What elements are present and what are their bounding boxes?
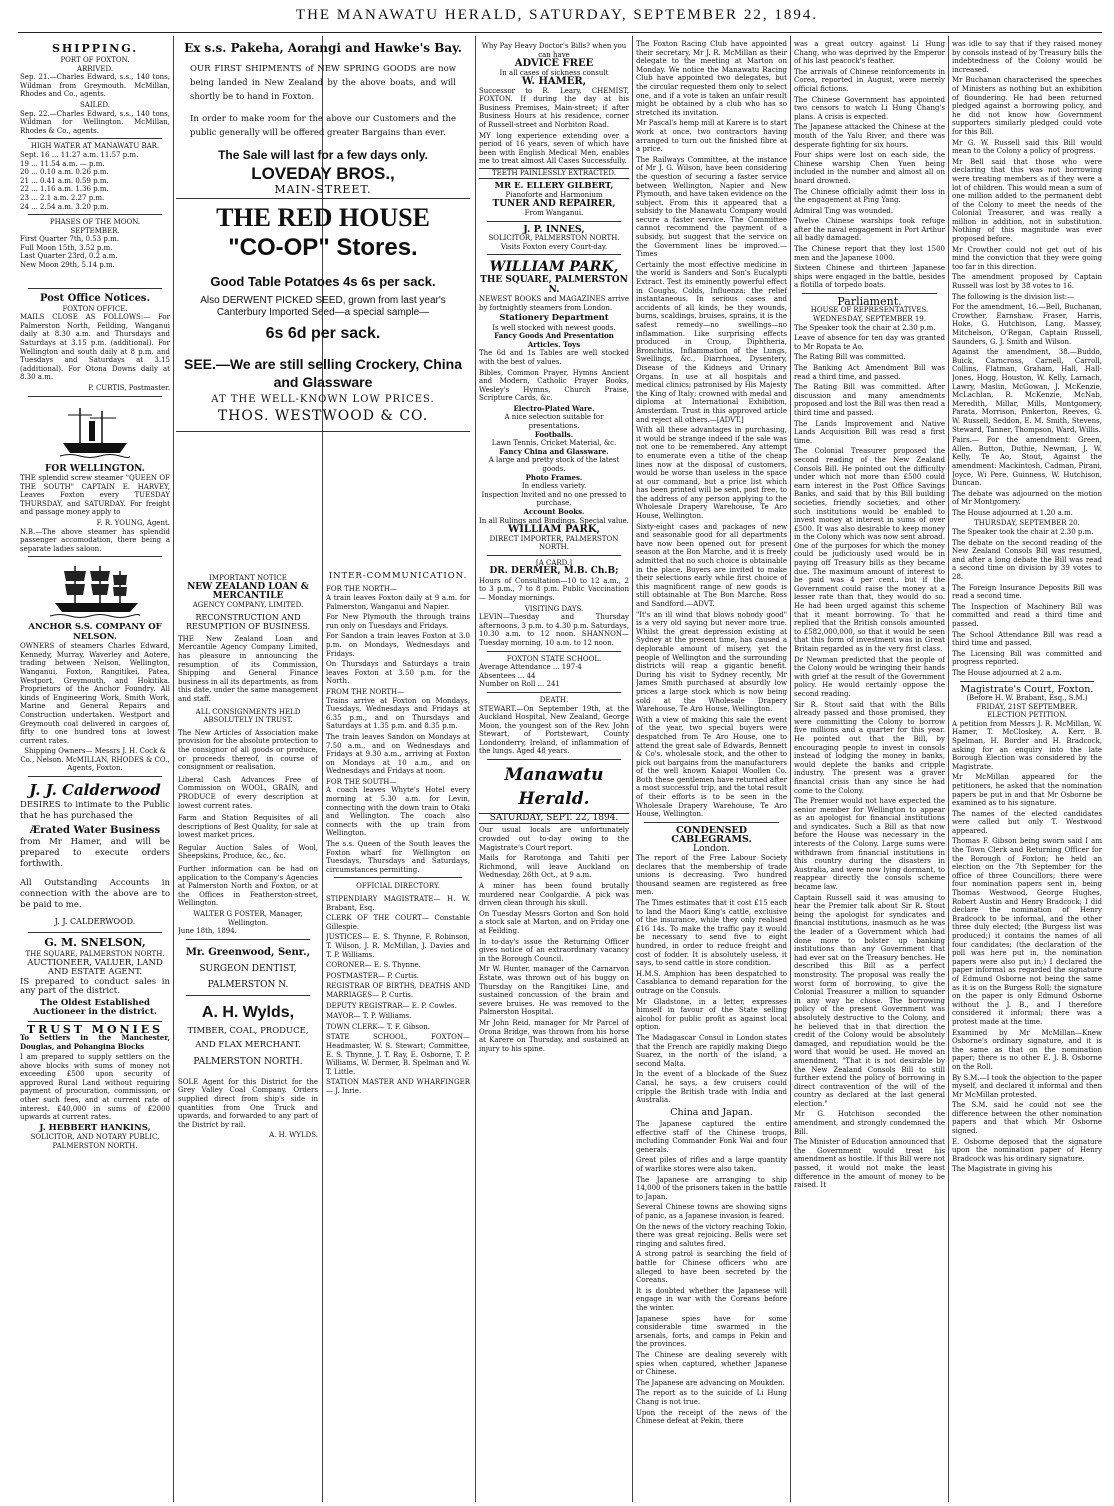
court-c7: The S.M. said he could not see the difference between the other nomination papers and that which Mr Osborne signed. [952, 1101, 1102, 1136]
card-label: [A CARD.] [535, 558, 572, 567]
hamer-text2: MY long experience extending over a period of 16 years, seven of which have been with English Medical Men, enables me to treat almost All Cases Successfully. [479, 131, 629, 166]
tuner-heading: TUNER AND REPAIRER, [492, 198, 616, 209]
wpark2-heading: WILLIAM PARK, [508, 524, 600, 536]
nz-date: June 18th, 1894. [178, 927, 237, 936]
col6-text6: The Chinese officially admit their loss in the engagement at Ping Yang. [794, 187, 945, 205]
table-row: Sept. 16 ... 11.27 a.m. 11.57 p.m. [20, 150, 139, 159]
electro-heading: Electro-Plated Ware. [513, 403, 595, 413]
news-text8: With a view of making this sale the event of the year, two special buyers were despatched from Te Aro House, one to attend the great sale of Edwards, Bennett & Co's. wholesale stock, and the other to pick out bargains from the manufacturers of the well known Kaiapoi Woollen Co. Both these gentlemen have returned after a most successful trip, and the total result of their efforts is to be seen in the Wholesale Drapery Warehouse, Te Aro House, Wellington. [636, 715, 787, 819]
column-rule [173, 36, 174, 1502]
innes-role: SOLICITOR, PALMERSTON NORTH. [488, 233, 620, 242]
cj-text2: Great piles of rifles and a large quantity of warlike stores were also taken. [636, 1156, 787, 1174]
col7-text16: The Inspection of Machinery Bill was committed and read a third time and passed. [952, 602, 1102, 628]
wpark-heading: WILLIAM PARK, [489, 259, 619, 276]
anchor-text: OWNERS of steamers Charles Edward, Kennedy, Murray, Waverley and Aotere, trading between Nelson, Wellington, Wanganui, Foxton, Rangitikei, Patea, Westport, Greymouth, and Hokitika. Proprietors of the Anchor Foundry. All kinds of Engineering Work, Smith Work, Marine and General Repairs and Construction undertaken. Westport and Greymouth coal delivered in cargoes of, fifty to one hundred tons at lowest current rates. [20, 642, 170, 745]
cj-text4: Several Chinese towns are showing signs of panic, as a Japanese invasion is feared. [636, 1203, 787, 1221]
news-text6: Sixty-eight cases and packages of new and seasonable good for all departments have now been opened out for present season at the Bon Marche, and it is freely admitted that no such choice is obtainable in the place. Buyers are invited to make their selections early while first choice of this magnificent range of new goods is still obtainable at The Bon Marche. Ross and Sandford.—ADVT. [636, 522, 787, 608]
col7-text2: Mr Buchanan characterised the speeches of Ministers as nothing but an exhibition of floundering. He had been returned pledged against a borrowing policy, and he did not know how Government supporters similarly pledged could vote for this Bill. [952, 76, 1102, 136]
pakeha-text: OUR FIRST SHIPMENTS of NEW SPRING GOODS are now being landed in New Zealand by the above boats, and will shortly be to hand in Foxton. [190, 64, 456, 102]
list-item: STATION MASTER AND WHARFINGER— J. Inrie. [326, 1078, 470, 1095]
fancy-text: The 6d and 1s Tables are well stocked with the best of values. [479, 349, 629, 366]
steamer-icon [60, 403, 130, 463]
col7-text19: The House adjourned at 2 a.m. [952, 668, 1062, 677]
wpark-square: THE SQUARE, PALMERSTON N. [480, 275, 628, 295]
news-text7: "It's an ill wind that blows nobody good" is a very old saying but never more true. Whilst the great depression existing at Sydney at the present time, has caused a deplorable amount of misery, yet the people of Wellington and the surrounding districts will reap a gigantic benefit. During his visit to Sydney recently, Mr James Smith purchased at absurdly low prices a large stock which is now being sold at the Wholesale Drapery Warehouse, Te Aro House, Wellington. [636, 610, 787, 714]
china-heading: Fancy China and Glassware. [499, 446, 609, 456]
directory-list [326, 895, 470, 1095]
col7-text7: The following is the division list:— [952, 292, 1075, 301]
london-text5: The Madagascar Consul in London states that the French are rapidly making Diego Suarez, in the north of the island, a second Malta. [636, 1033, 787, 1068]
col7-text1: was idle to say that if they raised money by consols instead of by Treasury bills the indebtedness of the Colony would be increased. [952, 40, 1102, 74]
col7-text5: Mr Crowther could not get out of his mind the conviction that they were going too far in this direction. [952, 245, 1102, 271]
derwent-text: Also DERWENT PICKED SEED, grown from last year's Canterbury Imported Seed—a special sample— [200, 295, 446, 319]
snelson-title: G. M. SNELSON, [44, 936, 146, 950]
col6-text8: Twelve Chinese warships took refuge after the naval engagement in Port Arthur all badly damaged. [794, 217, 945, 243]
herald-text4: On Tuesday Messrs Gorton and Son hold a stock sale at Marton, and on Friday one at Feilding. [479, 909, 629, 935]
tuner-from: From Wanganui. [524, 208, 584, 217]
port-heading: PORT OF FOXTON. [60, 56, 130, 64]
fancy-heading: Fancy Goods And Presentation Articles. Toys [494, 331, 614, 349]
column-news [636, 36, 787, 1501]
shipping-title: SHIPPING. [51, 42, 139, 55]
london-heading: London. [692, 843, 731, 854]
court-before: (Before H. W. Brabant, Esq., S.M.) [966, 693, 1088, 702]
north-heading: FOR THE NORTH— [326, 585, 397, 594]
red-house-heading: THE RED HOUSE [216, 203, 430, 233]
list-item: REGISTRAR OF BIRTHS, DEATHS AND MARRIAGES— P. Curtis. [326, 982, 470, 999]
parl-p1: The Speaker took the chair at 2.30 p.m. [794, 323, 936, 332]
table-row: 19 ... 11.54 a.m. — p.m. [20, 159, 105, 168]
north-text2: For New Plymouth the through trains run only on Tuesdays and Fridays. [326, 613, 470, 630]
snelson-text: IS prepared to conduct sales in any part of the district. [20, 976, 170, 997]
cj-text8: Japanese spies have for some considerable time swarmed in the arsenals, forts, and camps in Pekin and the provinces. [636, 1314, 787, 1349]
snelson-role: AUCTIONEER, VALUER, LAND AND ESTATE AGENT. [27, 958, 163, 978]
col6-text4: The Japanese attacked the Chinese at the mouth of the Yalu River, and there was desperate fighting for six hours. [794, 123, 945, 149]
main-street: MAIN-STREET. [274, 183, 372, 196]
court-title: Magistrate's Court, Foxton. [960, 683, 1094, 695]
nz-text2: The New Articles of Association make provision for the absolute protection to the consignor of all goods or produce, or proceeds thereof, in course of consignment or realisation. [178, 728, 318, 772]
sale-heading: The Sale will last for a few days only. [218, 148, 428, 162]
parliament-title: Parliament. [837, 295, 902, 309]
column-rule [632, 36, 633, 1502]
col7-text14: The debate on the second reading of the New Zealand Consols Bill was resumed, and after a long debate the Bill was read a second time on division by 39 votes to 28. [952, 538, 1102, 582]
arrived-text: Sep. 21.—Charles Edward, s.s., 140 tons, Wildman from Greymouth. McMillan, Rhodes and Co., agents. [20, 73, 170, 99]
herald-text7: Mr John Reid, manager for Mr Parcel of Orona Bridge, was thrown from his horse at Karere on Thursday, and sustained an injury to his spine. [479, 1018, 629, 1053]
herald-title: Manawatu Herald. [504, 765, 604, 810]
nz-notice: IMPORTANT NOTICE [209, 574, 287, 582]
from-north-text: Trains arrive at Foxton on Mondays, Tuesdays, Wednesdays and Fridays at 6.35 p.m., and on Thursdays and Saturdays at 1.35 p.m. and 8.35 p.m. [326, 696, 470, 731]
see-heading: SEE.—We are still selling Crockery, China and Glassware [183, 356, 463, 391]
north-text3: For Sandon a train leaves Foxton at 3.0 p.m. on Mondays, Wednesdays and Fridays. [326, 632, 470, 658]
col6-text3: The Chinese Government has appointed two censors to watch Li Hung Chang's plans. A crisis is expected. [794, 95, 945, 121]
south-text: A coach leaves Whyte's Hotel every morning at 5.30 a.m. for Levin, connecting with the down train to Otaki and Wellington. The coach also connects with the up train from Wellington. [326, 786, 470, 838]
parl-p2: Leave of absence for ten day was granted to Mr Ropata te Ao. [794, 334, 945, 351]
nz-consign: ALL CONSIGNMENTS HELD ABSOLUTELY IN TRUST. [195, 707, 301, 725]
list-item: TOWN CLERK— T. F. Gibson. [326, 1022, 430, 1031]
pakeha-text2: In order to make room for the above our Customers and the public generally will be offered greater Bargains than ever. [190, 114, 456, 138]
cj-text: The Japanese captured the entire effective staff of the Chinese troops, including Commander Fonk Wai and four generals. [636, 1120, 787, 1154]
column-shipping [20, 36, 170, 1501]
column-rule [790, 36, 791, 1502]
masthead-rule [18, 32, 1102, 33]
pakeha-heading: Ex s.s. Pakeha, Aorangi and Hawke's Bay. [184, 41, 462, 55]
sailed-heading: SAILED. [80, 100, 110, 109]
cj-text12: Upon the receipt of the news of the Chinese defeat at Pekin, there [636, 1408, 787, 1426]
herald-text6: Mr W. Hunter, manager of the Carnarvon Estate, was thrown out of his buggy on Thursday on the Rangitikei Line, and sustained concussion of the brain and severe bruises. He was removed to the Palmerston Hospital. [479, 965, 629, 1017]
dermer-heading: DR. DERMER, M.B. Ch.B; [489, 566, 619, 577]
table-row: 20 ... 0.10 a.m. 0.26 p.m. [20, 168, 109, 177]
photo-heading: Photo Frames. [525, 472, 583, 482]
from-north-heading: FROM THE NORTH— [326, 687, 405, 696]
school-title: FOXTON STATE SCHOOL. [506, 654, 602, 663]
trust-title: TRUST MONIES [26, 1022, 164, 1036]
court-date: FRIDAY, 21ST SEPTEMBER. [976, 702, 1078, 711]
sailed-text: Sep. 22.—Charles Edward, s.s., 140 tons, Wildman for Wellington. McMillan, Rhodes & Co., agents. [20, 109, 170, 135]
well-known-text: AT THE WELL-KNOWN LOW PRICES. [211, 394, 435, 406]
col6-text5: Four ships were lost on each side, the Chinese warship Chen Yuen being included in the number and almost all on board drowned. [794, 151, 945, 185]
court-c6: By S.M.—I took the objection to the paper myself, and declared it informal and then Mr McMillan protested. [952, 1073, 1102, 1099]
calderwood-text3: All Outstanding Accounts in connection with the above are to be paid to me. [20, 878, 170, 911]
wylds-heading: A. H. Wylds, [201, 1003, 295, 1021]
parl-p11: Captain Russell said it was amusing to hear the Premier talk about Sir R. Stout being the apologist for syndicates and financial institutions, inasmuch as he was the leader of a Government which had done more to bolster up banking institutions than any Government that had ever sat on the Treasury benches. He described this Bill as a perfect monstrosity. The proposal was really the worst form of borrowing, to give the Colonial Treasurer a million to squander in any way he chose. The borrowing policy of the present Government was absolutely destructive to the Colony, and he believed that in that direction the credit of the Colony would be absolutely damaged, and repudiation would be the word that would be used. He moved an amendment, "That it is not desirable by the New Zealand Consols Bill to still further extend the policy of borrowing in direct contravention of the will of the country as declared at the last general election." [794, 893, 945, 1108]
post-title: Post Office Notices. [39, 292, 151, 304]
column-chemist [479, 36, 629, 1501]
wednesday-heading: WEDNESDAY, SEPTEMBER 19. [813, 315, 926, 324]
col7-text11: The debate was adjourned on the motion of Mr Montgomery. [952, 489, 1102, 507]
china-japan-heading: China and Japan. [670, 1106, 753, 1118]
news-text2: Mr Pascal's hemp mill at Karere is to start work at once, two contractors having arranged to turn out the finished fibre at a price. [636, 119, 787, 154]
col6-text7: Admiral Ting was wounded. [794, 206, 894, 215]
anchor-sign: Shipping Owners— Messrs J. H. Cock & Co., Nelson. McMILLAN, RHODES & CO., Agents, Foxton. [20, 747, 170, 773]
london-text: The report of the Free Labour Society declares that the membership of trade unions is decreasing. Two hundred thousand seamen are registered as free men. [636, 854, 787, 897]
electro-text: A nice selection suitable for presentations. [504, 413, 604, 431]
col7-text9: Against the amendment, 38.—Buddo, Buick, Carncross, Carnell, Carroll, Collins, Flatman, Graham, Hall, Hall-Jones, Hogg, Houston, W. Kelly, Larnach, Lawry, Maslin, McGowan, J. McKenzie, McLachlan, R. McKenzie, McNab, Meredith, Millar, Mills, Montgomery, Parata, Morrison, Pinkerton, Reeves, G. W. Russell, Seddon, E. M. Smith, Stevens, Steward, Tanner, Thompson, Ward, Willis. [952, 348, 1102, 434]
wpark2-role: DIRECT IMPORTER, PALMERSTON NORTH. [489, 534, 619, 552]
account-text: In all Rulings and Bindings. Special value. [479, 516, 629, 525]
innes-text: Visits Foxton every Court-day. [500, 242, 608, 251]
col7-text13: The Speaker took the chair at 2.30 p.m. [952, 528, 1094, 537]
from-north-text2: The train leaves Sandon on Mondays at 7.50 a.m., and on Wednesdays and Fridays at 9.30 a.m., arriving at Foxton on Mondays at 10 a.m., and on Wednesdays and Fridays at noon. [326, 732, 470, 776]
heavy-bills: Why Pay Heavy Doctor's Bills? when you can have [481, 42, 627, 59]
nz-title: NEW ZEALAND LOAN & MERCANTILE [187, 581, 309, 601]
list-item: JUSTICES— E. S. Thynne, F. Robinson, T. Wilson, J. R. McMillan, J. Davies and T. P. Williams. [326, 933, 470, 959]
trust-text2: I am prepared to supply settlers on the above blocks with sums of money not exceeding £500 upon security of approved Rural Land without requiring payment of procuration, commission, or other such fees, and at current rate of interest. £40,000 in sums of £2000 upwards at current rates. [20, 1053, 170, 1122]
court-c9: The Magistrate in giving his [952, 1165, 1053, 1174]
dermer-text: Hours of Consultation—10 to 12 a.m., 2 to 3 p.m., 7 to 8 p.m. Public Vaccination — Monday mornings. [479, 576, 629, 602]
six-six-heading: 6s 6d per sack. [265, 325, 381, 343]
wylds-place: PALMERSTON NORTH. [193, 1056, 303, 1067]
cj-text11: The report as to the suicide of Li Hung Chang is not true. [636, 1389, 787, 1406]
herald-text: Our usual locals are unfortunately crowded out to-day owing to the Magistrate's Court report. [479, 826, 629, 852]
snelson-bold: The Oldest Established Auctioneer in the district. [33, 997, 157, 1018]
photo-text: In endless variety. [521, 482, 587, 491]
advice-text: In all cases of sickness consult [499, 68, 609, 77]
col7-text18: The Licensing Bill was committed and progress reported. [952, 649, 1102, 667]
calderwood-text2: from Mr Hamer, and will be prepared to execute orders forthwith. [20, 837, 170, 870]
innes-heading: J. P. INNES, [523, 223, 585, 235]
calderwood-text: DESIRES to intimate to the Public that he has purchased the [20, 800, 170, 822]
greenwood-heading: Mr. Greenwood, Senr., [185, 946, 311, 958]
nz-agency: AGENCY COMPANY, LIMITED. [192, 601, 304, 610]
bibles-text: Bibles, Common Prayer, Hymns Ancient and Modern, Catholic Prayer Books, Wesley's Hymns, Church Praise, Scripture Cards, &c. [479, 368, 629, 403]
trust-sign: J. HEBBERT HANKINS, [39, 1122, 151, 1133]
wellington-sign: F. R. YOUNG, Agent. [96, 518, 170, 527]
list-item: CLERK OF THE COURT— Constable Gillespie. [326, 914, 470, 931]
col7-text17: The School Attendance Bill was read a third time and passed. [952, 630, 1102, 648]
parl-p10: The Premier would not have expected the senior member for Wellington to appear as an apologist for financial institutions and syndicates. Such a Bill as that now before the House was necessary in the interests of the Colony. Large sums were withdrawn from financial institutions in this country during the disasters in Australia, and were now lying dormant, to reappear directly the consols scheme became law. [794, 797, 945, 892]
table-row: 23 ... 2.1 a.m. 2.27 p.m. [20, 193, 105, 202]
col7-text4: Mr Bell said that those who were declaring that this was not borrowing were treating members as if they were a lot of children. This would mean a sum of one million added to the permanent debt of the Colony to meet the needs of the Colonial Treasurer, and was really a million in addition, not in substitution. Nothing of this magnitude was ever proposed before. [952, 157, 1102, 244]
nz-text4: Farm and Station Requisites of all descriptions of Best Quality, for sale at lowest market prices. [178, 814, 318, 840]
gilbert-heading: MR E. ELLERY GILBERT, [494, 180, 614, 191]
south-heading: FOR THE SOUTH— [326, 777, 397, 786]
house-heading: HOUSE OF REPRESENTATIVES. [810, 306, 929, 315]
account-heading: Account Books. [523, 507, 585, 516]
arrived-heading: ARRIVED. [76, 64, 114, 73]
cj-text9: The Chinese are dealing severely with spies when captured, whether Japanese or Chinese. [636, 1350, 787, 1377]
cj-text7: It is doubted whether the Japanese will engage in war with the Coreans before the winter. [636, 1286, 787, 1312]
london-text3: H.M.S. Amphion has been despatched to Casablanca to demand reparation for the outrage on the Consuls. [636, 969, 787, 995]
parl-p8: Dr Newman predicted that the people of the Colony would be wringing their hands with grief at the result of the Government policy. He would certainly oppose the second reading. [794, 655, 945, 698]
court-c5: Examined by Mr McMillan—Knew Osborne's ordinary signature, and it is the same as that on the nomination paper; there is no other E. J. B. Osborne on the Roll. [952, 1028, 1102, 1071]
list-item: POSTMASTER— P. Curtis. [326, 971, 420, 980]
nz-sign: WALTER G FOSTER, Manager, Wellington. [193, 910, 303, 927]
table-row: Number on Roll ... 241 [479, 680, 560, 689]
north-text: A train leaves Foxton daily at 9 a.m. for Palmerston, Wanganui and Napier. [326, 594, 470, 611]
cable-title: CONDENSED CABLEGRAMS. [671, 824, 752, 846]
wylds-sign: A. H. WYLDS. [269, 1131, 318, 1140]
parl-p3: The Rating Bill was committed. [794, 353, 906, 362]
table-row: New Moon 29th, 5.14 p.m. [20, 261, 115, 270]
wpark-text: NEWEST BOOKS and MAGAZINES arrive by fortnightly steamers from London. [479, 294, 629, 312]
court-c4: Thomas F. Gibson being sworn said I am the Town Clerk and Returning Officer for the Borough of Foxton; he held an election on the 7th September for the office of three Councillors; there were four nomination papers sent in, being Thomas Westwood, George Hughes, Robert Austin and Henry Bradcock; I did declare the nomination of Henry Bradcock to be informal, and the other three duly elected; (the Burgess list was produced;) it contains the names of all four candidates; (the declaration of the poll was here put in, the nomination papers were also put in;) I declared the paper informal as regarded the signature of Edmund Osborne not being the same as it is on the Burgess Roll; the signature on the paper is only Edmund Osborne without the J. B., and I therefore considered it informal; there was a protest made at the time. [952, 837, 1102, 1026]
column-intercommunication [326, 568, 470, 1498]
sailing-ship-icon [50, 563, 140, 621]
moon-title: PHASES OF THE MOON. [49, 218, 141, 227]
parl-p5: The Rating Bill was committed. After discussion and many amendments proposed and lost the Bill was then read a third time and passed. [794, 383, 945, 417]
column-court [952, 36, 1102, 1501]
column-rule [475, 36, 476, 1502]
greenwood-role: SURGEON DENTIST, [199, 963, 297, 974]
cj-text5: On the news of the victory reaching Tokio, there was great rejoicing. Bells were set ringing and salutes fired. [636, 1222, 787, 1248]
column-parliament [794, 36, 945, 1501]
col7-text10: Pairs.— For the amendment: Green, Allen, Button, Duthie, Newman, J. W. Kelly, Te Ao, Stout, Against the amendment: Mackintosh, Cadman, Pirani, Joyce, Wi Pere, Guinness, W. Hutchison, Duncan. [952, 436, 1102, 488]
stationery-heading: Stationery Department [499, 313, 609, 324]
trust-sign2: SOLICITOR, AND NOTARY PUBLIC, PALMERSTON NORTH. [30, 1133, 160, 1150]
potatoes-heading: Good Table Potatoes 4s 6s per sack. [210, 274, 436, 290]
table-row: First Quarter 7th, 0.53 p.m. [20, 235, 119, 244]
post-sign: P. CURTIS, Postmaster. [88, 384, 170, 392]
gilbert-text: Pianoforte and Harmonium [505, 190, 603, 199]
wellington-title: FOR WELLINGTON. [45, 463, 145, 474]
nz-text6: Further information can be had on application to the Company's Agencies at Palmerston North and Foxton, or at the Offices in Featherston-street, Wellington. [178, 865, 318, 908]
herald-text5: In to-day's issue the Returning Officer gives notice of an extraordinary vacancy in the Borough Council. [479, 937, 629, 963]
visiting-heading: VISITING DAYS. [524, 604, 584, 613]
high-water-table [20, 151, 170, 211]
moon-table [20, 235, 170, 269]
herald-text2: Mails for Rarotonga and Tahiti per Richmond, will leave Auckland on Wednesday, 26th Oct., at 9 a.m. [479, 854, 629, 880]
london-text2: The Times estimates that it cost £15 each to land the Maori King's cattle, exclusive of the insurance, while they only realised £16 14s. To make the traffic pay it would be necessary to send five to eight hundred, in order to reduce freight and cost of fodder. It is absolutely useless, it says, to send cattle in store condition. [636, 899, 787, 968]
hamer-heading: W. HAMER, [521, 76, 587, 88]
trust-text: To Settlers in the Manchester, Douglas, and Pohangina Blocks [20, 1032, 170, 1051]
death-text: STEWART.—On September 19th, at the Auckland Hospital, New Zealand, George Moon, the youngest son of the Rev. John Stewart, of Portstewart, County Londonderry, Ireland, of inflammation of the lungs. Aged 48 years. [479, 704, 629, 756]
loveday-heading: LOVEDAY BROS., [251, 164, 395, 183]
footballs-text: Lawn Tennis, Cricket Material, &c. [491, 439, 617, 448]
death-heading: DEATH. [539, 695, 569, 704]
snelson-address: THE SQUARE, PALMERSTON NORTH. [25, 950, 165, 959]
wellington-note: N.B.—The above steamer has splendid passenger accomodation, there being a separate ladies saloon. [20, 527, 170, 553]
thursday-heading: THURSDAY, SEPTEMBER 20. [974, 519, 1080, 528]
inter-title: INTER-COMMUNICATION. [328, 571, 468, 581]
herald-date: SATURDAY, SEPT. 22, 1894. [479, 813, 629, 824]
high-water-title: HIGH WATER AT MANAWATU BAR. [30, 142, 160, 151]
list-item: MAYOR— T. P. Williams. [326, 1012, 412, 1021]
court-c1: A petition from Messrs J. R. McMillan, W. Hamer, T. McCloskey, A. Kerr, B. Spelman, H. Border and H. Bradcock, asking for an enquiry into the late Borough Election was considered by the Magistrate. [952, 719, 1102, 771]
news-text1: The Foxton Racing Club have appointed their secretary, Mr J. R. McMillan as their delegate to the meeting at Marton on Monday. We notice the Manawatu Racing Club have appointed two delegates, but the circular requested them only to select one, and if a vote is taken an unfair result might be obtained by a club who has so stretched its invitation. [636, 40, 787, 117]
col6-text2: The arrivals of Chinese reinforcements in Corea, reported in August, were merely official fictions. [794, 67, 945, 93]
parl-p9: Sir R. Stout said that with the Bills already passed and those promised, they were committing the Colony to borrow five millions and a quarter for this year. He pointed out that the Bill, by encouraging people to invest in consols instead of lodging the money in banks, would deplete the banks and cripple industry. The present was a graver financial crisis than any since he had come to the Colony. [794, 700, 945, 795]
calderwood-title: J. J. Calderwood [29, 781, 161, 800]
visiting-text: LEVIN—Tuesday and Thursday afternoons, 3 p.m. to 4.30 p.m. Saturdays, 10.30 a.m. to 12 noon. SHANNON—Tuesday morning, 10 a.m. to 12 noon. [479, 613, 629, 647]
parl-p12: Mr G. Hutchison seconded the amendment, and strongly condemned the Bill. [794, 1110, 945, 1136]
column-rule [948, 36, 949, 1502]
calderwood-bold: Ærated Water Business [29, 825, 161, 837]
herald-text3: A miner has been found brutally murdered near Coolgardie. A pick was driven clean through his skull. [479, 882, 629, 908]
footballs-heading: Footballs. [534, 429, 574, 439]
col6-text10: Sixteen Chinese and thirteen Japanese ships were engaged in the battle, besides a flotilla of torpedo boats. [794, 264, 945, 290]
masthead: THE MANAWATU HERALD, SATURDAY, SEPTEMBER 22, 1894. [295, 6, 819, 23]
nz-text3: Liberal Cash Advances Free of Commission on WOOL, GRAIN, and PRODUCE of every description at lowest current rates. [178, 775, 318, 810]
table-row: Full Moon 15th, 3.52 p.m. [20, 243, 113, 252]
anchor-title: ANCHOR S.S. COMPANY OF NELSON. [28, 622, 162, 642]
news-text3: The Railways Committee, at the instance of Mr J. G. Wilson, have been considering the question of securing a faster service between Wellington, Napier and New Plymouth, and have taken evidence on the subject. From this it appeared that a subsidy to the Manawatu Company would secure a faster service. The Committee cannot recommend the payment of a subsidy, but suggest that the service on the Government lines be improved.—Times [636, 155, 787, 259]
nz-text: THE New Zealand Loan and Mercantile Agency Company Limited, has pleasure in announcing the resumption of its Commission, Shipping and General Finance business in all its departments, as from this date, under the same management and staff. [178, 634, 318, 703]
table-row: 24 ... 2.54 a.m. 3.20 p.m. [20, 202, 109, 211]
wellington-text: THE splendid screw steamer "QUEEN OF THE SOUTH" CAPTAIN E. HARVEY, Leaves Foxton every TUESDAY THURSDAY, and SATURDAY. For freight and passage money apply to [20, 474, 170, 517]
parl-p6: The Lands Improvement and Native Lands Acquisition Bill was read a first time. [794, 419, 945, 445]
list-item: STATE SCHOOL, FOXTON— Headmaster, W. S. Stewart; Committee, E. S. Thynne, J. T. Ray, E. Osborne, T. P. Williams, W. Dermer, B. Spelman and W. T. Little. [326, 1033, 470, 1076]
north-text4: On Thursdays and Saturdays a train leaves Foxton at 3.50 p.m. for the North. [326, 660, 470, 686]
col6-text9: The Chinese report that they lost 1500 men and the Japanese 1000. [794, 245, 945, 262]
col7-text8: For the amendment, 16.—Bell, Buchanan, Crowther, Earnshaw, Fraser, Harris, Hoke, G. Hutchison, Lang, Massey, Mitchelson, O'Regan, Captain Russell, Saunders, G. J. Smith and Wilson. [952, 303, 1102, 346]
stationery-text: Is well stocked with newest goods. [492, 323, 616, 332]
nz-text5: Regular Auction Sales of Wool, Sheepskins, Produce, &c., &c. [178, 843, 318, 861]
directory-title: OFFICIAL DIRECTORY. [356, 882, 440, 891]
south-text2: The s.s. Queen of the South leaves the Foxton wharf for Wellington on Tuesdays, Thursdays and Saturdays, circumstances permitting. [326, 840, 470, 874]
cj-text3: The Japanese are arranging to ship 14,000 of the prisoners taken in the battle to Japan. [636, 1175, 787, 1201]
inspection-text: Inspection Invited and no one pressed to purchase. [481, 490, 627, 508]
col7-text12: The House adjourned at 1.20 a.m. [952, 508, 1073, 517]
court-c3: The names of the elected candidates were called but only T. Westwood appeared. [952, 809, 1102, 835]
advice-free: ADVICE FREE [514, 58, 594, 70]
parl-p4: The Banking Act Amendment Bill was read a third time, and passed. [794, 364, 945, 381]
election-heading: ELECTION PETITION. [986, 711, 1068, 720]
table-row: 22 ... 1.16 a.m. 1.36 p.m. [20, 185, 109, 194]
news-text5: With all these advantages in purchasing, it would be strange indeed if the sale was not one to be remembered. Any attempt to enumerate even a tithe of the cheap lines now at the disposal of customers, would be worse than useless in the space at our command, but a price list which has been printed will be sent, post free, to the address of any person applying to the Wholesale Drapery Warehouse, Te Aro House, Wellington. [636, 426, 787, 521]
calderwood-sign: J. J. CALDERWOOD. [54, 917, 136, 927]
westwood-heading: THOS. WESTWOOD & CO. [217, 407, 429, 424]
china-text: A large and pretty stock of the latest goods. [488, 456, 620, 474]
col7-text6: The amendment proposed by Captain Russell was lost by 38 votes to 16. [952, 273, 1102, 291]
post-text: MAILS CLOSE AS FOLLOWS:— For Palmerston North, Feilding, Wanganui daily at 8.30 a.m. and Thursdays and Saturdays at 3.15 p.m. (additional). For Wellington and south daily at 8 p.m. and Tuesdays and Saturdays at 3.15 (additional). For Otona Downs daily at 8.30 a.m. [20, 313, 170, 382]
post-office: FOXTON OFFICE. [62, 304, 128, 313]
col6-text1: was a great outcry against Li Hung Chang, who was deprived by the Emperor of his last peacock's feather. [794, 40, 945, 66]
london-text6: In the event of a blockade of the Suez Canal, he says, a few cruisers could cripple the British trade with India and Australia. [636, 1070, 787, 1105]
hamer-text: Successor to R. Leary, CHEMIST, FOXTON. If during the day at his Business Premises, Main-street; if after Business Hours at his residence, corner of Russell-street and Norbiton Road. [479, 86, 629, 129]
col7-text15: The Foreign Insurance Deposits Bill was read a second time. [952, 583, 1102, 601]
table-row: 21 ... 0.41 a.m. 0.59 p.m. [20, 176, 109, 185]
court-c2: Mr McMillan appeared for the petitioners, he asked that the nomination papers be put in and that Mr Osborne be examined as to his signature. [952, 773, 1102, 808]
table-row: Absentees ... 44 [479, 671, 536, 680]
wylds-text: SOLE Agent for this District for the Grey Valley Coal Company. Orders supplied direct from ship's side in quantities from One Truck and upwards, and forwarded to any part of the District by rail. [178, 1077, 318, 1129]
parl-p13: The Minister of Education announced that the Government would treat his amendment as hostile. If this Bill were not passed, it would not make the least difference in the amount of money to be raised. It [794, 1138, 945, 1190]
list-item: STIPENDIARY MAGISTRATE— H. W. Brabant, Esq. [326, 895, 470, 912]
news-text4: Certainly the most effective medicine in the world is Sanders and Son's Eucalypti Extract. Test its eminently powerful effect in Coughs, Colds, Influenza; the relief instantaneous. In serious cases and accidents of all kinds, be they wounds, burns, scaldings, bruises, sprains, it is the safest remedy—no swellings—no inflammation. Like surprising effects produced in Croup, Diphtheria, Bronchitis, Inflammation of the Lungs, Swellings, &c., Diarrhoea, Dysentery, Disease of the Kidneys and Urinary Organs. In use at all hospitals and medical clinics; patronised by His Majesty the King of Italy; crowned with medal and diploma at International Exhibition, Amsterdam. Trust in this approved article and reject all others.—[ADVT.] [636, 260, 787, 424]
column-nz-loan [178, 568, 318, 1498]
teeth: TEETH PAINLESSLY EXTRACTED. [479, 168, 629, 179]
table-row: Average Attendance ... 197·4 [479, 663, 582, 672]
court-c8: E. Osborne deposed that the signature upon the nomination paper of Henry Bradcock was his ordinary signature. [952, 1137, 1102, 1163]
school-table [479, 663, 629, 689]
moon-month: SEPTEMBER. [70, 226, 120, 235]
cj-text6: A strong patrol is searching the field of battle for Chinese officers who are alleged to have been secreted by the Coreans. [636, 1250, 787, 1285]
col7-text3: Mr G. W. Russell said this Bill would mean to the Colony a policy of progress. [952, 138, 1102, 156]
parl-p7: The Colonial Treasurer proposed the second reading of the New Zealand Consols Bill. He pointed out the difficulty under which not more than £500 could earn interest in the Post Office Savings Banks, and said that by this Bill building societies, friendly societies, and other such institutions would be enabled to invest money at interest in sums of over £500. It was also desirable to keep money in the Colony which was now sent abroad. One of the purposes for which the money could be judiciously used would be in paying off Treasury bills as they became due. The maximum amount of interest to be paid was 4 per cent., but if the Government could raise the money at a lesser rate than that, they would do so. He had been urged against this scheme that it meant borrowing. To that he replied that the British consols amounted to £582,000,000, so that it would be seen that this form of investment was in Great Britain regarded as in the very first class. [794, 447, 945, 653]
table-row: Last Quarter 23rd, 0.2 a.m. [20, 252, 118, 261]
cj-text10: The Japanese are advancing on Moukden. [636, 1378, 785, 1387]
greenwood-place: PALMERSTON N. [207, 979, 289, 990]
london-text4: Mr Gladstone, in a letter, expresses himself in favour of the State selling alcohol for public profit as against local option. [636, 997, 787, 1032]
coop-heading: "CO-OP" Stores. [228, 234, 418, 262]
wylds-role: TIMBER, COAL, PRODUCE, AND FLAX MERCHANT. [187, 1025, 309, 1050]
list-item: DEPUTY REGISTRAR— E. P. Cowles. [326, 1001, 457, 1010]
nz-recon: RECONSTRUCTION AND RESUMPTION OF BUSINESS. [185, 613, 311, 632]
list-item: CORONER— E. S. Thynne. [326, 961, 421, 970]
